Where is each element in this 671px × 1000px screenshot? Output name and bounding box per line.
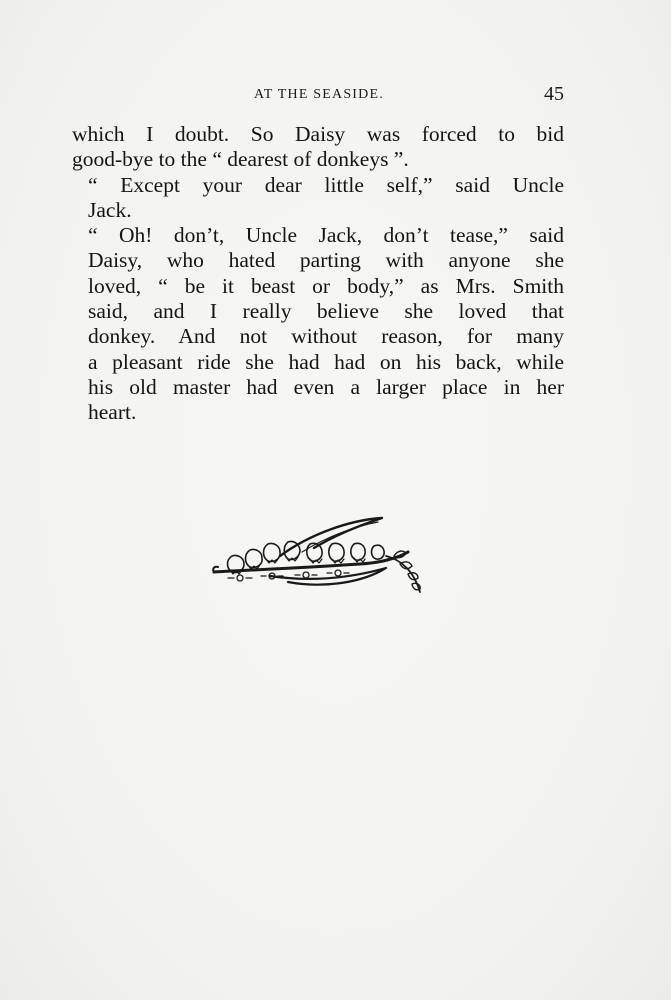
running-title: AT THE SEASIDE. bbox=[254, 87, 384, 102]
body-text bbox=[72, 122, 564, 426]
text-line: donkey. And not without reason, for many bbox=[88, 324, 564, 349]
text-line: said, and I really believe she loved that bbox=[88, 299, 564, 324]
page-number: 45 bbox=[544, 83, 564, 105]
text-line: Daisy, who hated parting with anyone she bbox=[88, 248, 564, 273]
text-line: Jack. bbox=[88, 197, 132, 222]
text-line: his old master had even a larger place in her bbox=[88, 374, 564, 399]
text-line: which I doubt. So Daisy was forced to bid bbox=[72, 122, 564, 146]
text-line: “ Except your dear little self,” said Uncle bbox=[88, 172, 564, 197]
text-line: heart. bbox=[88, 400, 137, 425]
text-line: “ Oh! don’t, Uncle Jack, don’t tease,” said bbox=[88, 223, 564, 248]
running-header bbox=[72, 83, 566, 105]
lily-of-the-valley-ornament-icon bbox=[210, 512, 426, 600]
paragraph bbox=[72, 173, 564, 224]
text-line: good-bye to the “ dearest of donkeys ”. bbox=[72, 147, 409, 172]
text-line: a pleasant ride she had had on his back, while bbox=[88, 349, 564, 374]
paragraph bbox=[72, 122, 564, 173]
paragraph bbox=[72, 223, 564, 425]
text-line: loved, “ be it beast or body,” as Mrs. Smith bbox=[88, 273, 564, 298]
